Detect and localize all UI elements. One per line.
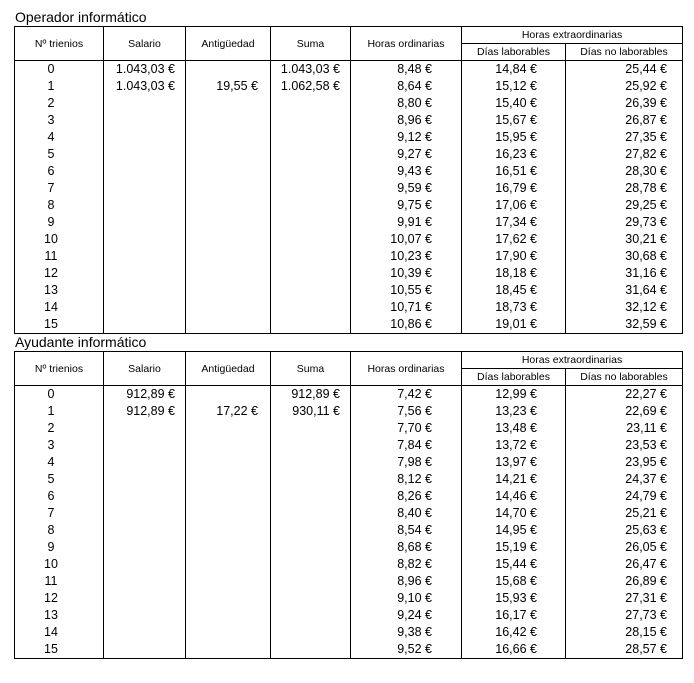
- cell-horas-ordinarias: 8,96 €: [351, 112, 462, 129]
- cell-dias-laborables: 18,45 €: [462, 282, 566, 299]
- table-row: [15, 197, 683, 214]
- cell-dias-no-laborables: 24,37 €: [566, 471, 683, 488]
- cell-trienios: 2: [15, 95, 104, 112]
- cell-suma: [271, 437, 351, 454]
- header-trienios: Nº trienios: [15, 27, 104, 61]
- table-row: [15, 522, 683, 539]
- table-body: [15, 386, 683, 659]
- cell-suma: [271, 248, 351, 265]
- cell-trienios: 1: [15, 78, 104, 95]
- cell-antiguedad: [186, 316, 271, 334]
- cell-dias-no-laborables: 28,78 €: [566, 180, 683, 197]
- cell-trienios: 6: [15, 488, 104, 505]
- cell-dias-no-laborables: 31,16 €: [566, 265, 683, 282]
- cell-antiguedad: 19,55 €: [186, 78, 271, 95]
- cell-horas-ordinarias: 8,26 €: [351, 488, 462, 505]
- cell-trienios: 10: [15, 231, 104, 248]
- cell-suma: [271, 607, 351, 624]
- cell-dias-laborables: 14,84 €: [462, 61, 566, 79]
- cell-horas-ordinarias: 9,12 €: [351, 129, 462, 146]
- cell-antiguedad: [186, 488, 271, 505]
- cell-dias-no-laborables: 26,39 €: [566, 95, 683, 112]
- cell-horas-ordinarias: 7,98 €: [351, 454, 462, 471]
- cell-salario: [104, 265, 186, 282]
- table-row: [15, 471, 683, 488]
- cell-salario: [104, 471, 186, 488]
- cell-horas-ordinarias: 9,75 €: [351, 197, 462, 214]
- cell-dias-laborables: 19,01 €: [462, 316, 566, 334]
- cell-suma: [271, 454, 351, 471]
- cell-antiguedad: [186, 95, 271, 112]
- cell-suma: [271, 556, 351, 573]
- cell-dias-no-laborables: 26,05 €: [566, 539, 683, 556]
- header-trienios: Nº trienios: [15, 352, 104, 386]
- table-row: [15, 488, 683, 505]
- cell-suma: [271, 265, 351, 282]
- cell-trienios: 1: [15, 403, 104, 420]
- cell-dias-laborables: 15,40 €: [462, 95, 566, 112]
- cell-dias-laborables: 16,51 €: [462, 163, 566, 180]
- cell-trienios: 7: [15, 180, 104, 197]
- cell-suma: [271, 539, 351, 556]
- cell-horas-ordinarias: 9,52 €: [351, 641, 462, 659]
- cell-trienios: 10: [15, 556, 104, 573]
- cell-dias-laborables: 13,48 €: [462, 420, 566, 437]
- cell-salario: [104, 437, 186, 454]
- cell-antiguedad: [186, 146, 271, 163]
- cell-dias-no-laborables: 23,11 €: [566, 420, 683, 437]
- cell-suma: [271, 471, 351, 488]
- cell-dias-no-laborables: 28,30 €: [566, 163, 683, 180]
- cell-salario: [104, 163, 186, 180]
- cell-suma: 930,11 €: [271, 403, 351, 420]
- cell-salario: 1.043,03 €: [104, 78, 186, 95]
- cell-trienios: 11: [15, 248, 104, 265]
- header-horas-ordinarias: Horas ordinarias: [351, 352, 462, 386]
- cell-dias-laborables: 15,67 €: [462, 112, 566, 129]
- cell-antiguedad: [186, 624, 271, 641]
- cell-salario: [104, 539, 186, 556]
- cell-horas-ordinarias: 8,82 €: [351, 556, 462, 573]
- table-row: [15, 248, 683, 265]
- cell-suma: [271, 590, 351, 607]
- cell-trienios: 8: [15, 197, 104, 214]
- cell-horas-ordinarias: 7,42 €: [351, 386, 462, 404]
- cell-salario: 912,89 €: [104, 386, 186, 404]
- cell-dias-laborables: 17,34 €: [462, 214, 566, 231]
- salary-table: [14, 351, 683, 659]
- cell-horas-ordinarias: 10,23 €: [351, 248, 462, 265]
- cell-dias-no-laborables: 27,73 €: [566, 607, 683, 624]
- cell-dias-laborables: 14,70 €: [462, 505, 566, 522]
- cell-suma: [271, 197, 351, 214]
- cell-horas-ordinarias: 9,27 €: [351, 146, 462, 163]
- cell-salario: [104, 197, 186, 214]
- cell-dias-no-laborables: 28,15 €: [566, 624, 683, 641]
- cell-dias-laborables: 16,23 €: [462, 146, 566, 163]
- table-row: [15, 590, 683, 607]
- cell-antiguedad: [186, 522, 271, 539]
- cell-salario: [104, 214, 186, 231]
- cell-salario: [104, 454, 186, 471]
- table-row: [15, 505, 683, 522]
- cell-trienios: 11: [15, 573, 104, 590]
- cell-dias-laborables: 17,62 €: [462, 231, 566, 248]
- cell-dias-laborables: 16,79 €: [462, 180, 566, 197]
- cell-suma: [271, 316, 351, 334]
- cell-dias-no-laborables: 25,21 €: [566, 505, 683, 522]
- cell-suma: [271, 282, 351, 299]
- cell-trienios: 4: [15, 454, 104, 471]
- table-row: [15, 180, 683, 197]
- cell-dias-laborables: 15,95 €: [462, 129, 566, 146]
- table-row: [15, 556, 683, 573]
- cell-antiguedad: [186, 437, 271, 454]
- cell-horas-ordinarias: 9,91 €: [351, 214, 462, 231]
- table-row: [15, 282, 683, 299]
- header-dias-laborables: Días laborables: [462, 44, 566, 61]
- header-dias-no-laborables: Días no laborables: [566, 369, 683, 386]
- cell-dias-laborables: 14,95 €: [462, 522, 566, 539]
- table-row: [15, 146, 683, 163]
- cell-salario: [104, 112, 186, 129]
- cell-dias-laborables: 12,99 €: [462, 386, 566, 404]
- cell-horas-ordinarias: 10,07 €: [351, 231, 462, 248]
- cell-salario: [104, 556, 186, 573]
- cell-horas-ordinarias: 8,48 €: [351, 61, 462, 79]
- cell-trienios: 12: [15, 265, 104, 282]
- cell-antiguedad: [186, 197, 271, 214]
- table-row: [15, 316, 683, 334]
- cell-dias-no-laborables: 23,95 €: [566, 454, 683, 471]
- cell-salario: [104, 607, 186, 624]
- salary-table: [14, 26, 683, 334]
- cell-dias-laborables: 14,21 €: [462, 471, 566, 488]
- section-ayudante: [14, 334, 682, 659]
- cell-trienios: 15: [15, 641, 104, 659]
- cell-dias-no-laborables: 29,73 €: [566, 214, 683, 231]
- cell-dias-no-laborables: 22,69 €: [566, 403, 683, 420]
- cell-dias-no-laborables: 29,25 €: [566, 197, 683, 214]
- cell-dias-no-laborables: 31,64 €: [566, 282, 683, 299]
- cell-suma: [271, 624, 351, 641]
- cell-dias-no-laborables: 22,27 €: [566, 386, 683, 404]
- cell-dias-laborables: 18,73 €: [462, 299, 566, 316]
- cell-trienios: 9: [15, 539, 104, 556]
- table-row: [15, 214, 683, 231]
- cell-dias-laborables: 17,06 €: [462, 197, 566, 214]
- table-row: [15, 420, 683, 437]
- table-row: [15, 641, 683, 659]
- cell-trienios: 13: [15, 282, 104, 299]
- cell-antiguedad: 17,22 €: [186, 403, 271, 420]
- table-row: [15, 231, 683, 248]
- cell-salario: [104, 248, 186, 265]
- cell-salario: [104, 282, 186, 299]
- cell-horas-ordinarias: 8,96 €: [351, 573, 462, 590]
- cell-salario: [104, 146, 186, 163]
- table-row: [15, 607, 683, 624]
- cell-horas-ordinarias: 9,59 €: [351, 180, 462, 197]
- cell-trienios: 5: [15, 471, 104, 488]
- cell-salario: [104, 641, 186, 659]
- cell-salario: 912,89 €: [104, 403, 186, 420]
- cell-trienios: 2: [15, 420, 104, 437]
- cell-dias-laborables: 18,18 €: [462, 265, 566, 282]
- cell-antiguedad: [186, 248, 271, 265]
- cell-horas-ordinarias: 9,38 €: [351, 624, 462, 641]
- cell-antiguedad: [186, 454, 271, 471]
- cell-horas-ordinarias: 10,71 €: [351, 299, 462, 316]
- cell-antiguedad: [186, 539, 271, 556]
- cell-salario: [104, 180, 186, 197]
- cell-suma: [271, 146, 351, 163]
- cell-antiguedad: [186, 556, 271, 573]
- cell-antiguedad: [186, 214, 271, 231]
- cell-dias-laborables: 15,93 €: [462, 590, 566, 607]
- cell-horas-ordinarias: 8,12 €: [351, 471, 462, 488]
- cell-dias-laborables: 13,23 €: [462, 403, 566, 420]
- cell-antiguedad: [186, 420, 271, 437]
- header-horas-ordinarias: Horas ordinarias: [351, 27, 462, 61]
- cell-antiguedad: [186, 231, 271, 248]
- cell-trienios: 15: [15, 316, 104, 334]
- cell-horas-ordinarias: 10,55 €: [351, 282, 462, 299]
- table-row: [15, 163, 683, 180]
- cell-dias-no-laborables: 25,44 €: [566, 61, 683, 79]
- cell-suma: [271, 522, 351, 539]
- cell-trienios: 9: [15, 214, 104, 231]
- cell-dias-laborables: 14,46 €: [462, 488, 566, 505]
- table-row: [15, 454, 683, 471]
- cell-salario: [104, 231, 186, 248]
- cell-trienios: 14: [15, 624, 104, 641]
- cell-dias-laborables: 15,44 €: [462, 556, 566, 573]
- cell-dias-no-laborables: 28,57 €: [566, 641, 683, 659]
- cell-dias-no-laborables: 32,59 €: [566, 316, 683, 334]
- table-header: [15, 27, 683, 61]
- cell-salario: [104, 299, 186, 316]
- cell-trienios: 14: [15, 299, 104, 316]
- cell-dias-no-laborables: 30,21 €: [566, 231, 683, 248]
- cell-suma: [271, 214, 351, 231]
- cell-dias-laborables: 16,17 €: [462, 607, 566, 624]
- cell-dias-laborables: 13,97 €: [462, 454, 566, 471]
- table-row: [15, 624, 683, 641]
- cell-suma: [271, 180, 351, 197]
- table-row: [15, 403, 683, 420]
- cell-trienios: 3: [15, 437, 104, 454]
- cell-trienios: 13: [15, 607, 104, 624]
- table-row: [15, 265, 683, 282]
- cell-antiguedad: [186, 299, 271, 316]
- table-row: [15, 129, 683, 146]
- table-row: [15, 299, 683, 316]
- cell-salario: [104, 129, 186, 146]
- cell-antiguedad: [186, 129, 271, 146]
- cell-horas-ordinarias: 7,56 €: [351, 403, 462, 420]
- cell-antiguedad: [186, 163, 271, 180]
- header-antiguedad: Antigüedad: [186, 27, 271, 61]
- table-row: [15, 573, 683, 590]
- cell-horas-ordinarias: 8,40 €: [351, 505, 462, 522]
- cell-trienios: 0: [15, 61, 104, 79]
- section-title: Ayudante informático: [15, 334, 147, 350]
- cell-dias-laborables: 15,12 €: [462, 78, 566, 95]
- cell-dias-no-laborables: 25,92 €: [566, 78, 683, 95]
- cell-antiguedad: [186, 112, 271, 129]
- cell-dias-laborables: 15,68 €: [462, 573, 566, 590]
- cell-dias-laborables: 16,66 €: [462, 641, 566, 659]
- table-row: [15, 61, 683, 79]
- cell-salario: [104, 590, 186, 607]
- cell-salario: [104, 573, 186, 590]
- cell-horas-ordinarias: 10,39 €: [351, 265, 462, 282]
- cell-trienios: 6: [15, 163, 104, 180]
- cell-dias-laborables: 16,42 €: [462, 624, 566, 641]
- cell-salario: [104, 420, 186, 437]
- header-dias-laborables: Días laborables: [462, 369, 566, 386]
- table-body: [15, 61, 683, 334]
- cell-antiguedad: [186, 471, 271, 488]
- cell-dias-no-laborables: 30,68 €: [566, 248, 683, 265]
- table-row: [15, 539, 683, 556]
- cell-suma: [271, 641, 351, 659]
- cell-trienios: 3: [15, 112, 104, 129]
- cell-suma: [271, 573, 351, 590]
- cell-salario: [104, 522, 186, 539]
- header-salario: Salario: [104, 27, 186, 61]
- cell-dias-no-laborables: 26,87 €: [566, 112, 683, 129]
- header-horas-extraordinarias: Horas extraordinarias: [462, 27, 683, 44]
- cell-horas-ordinarias: 8,54 €: [351, 522, 462, 539]
- cell-dias-laborables: 17,90 €: [462, 248, 566, 265]
- section-operador: [14, 9, 682, 334]
- cell-antiguedad: [186, 607, 271, 624]
- header-dias-no-laborables: Días no laborables: [566, 44, 683, 61]
- cell-antiguedad: [186, 505, 271, 522]
- cell-trienios: 8: [15, 522, 104, 539]
- header-suma: Suma: [271, 27, 351, 61]
- cell-suma: [271, 163, 351, 180]
- cell-dias-no-laborables: 23,53 €: [566, 437, 683, 454]
- cell-salario: 1.043,03 €: [104, 61, 186, 79]
- cell-salario: [104, 505, 186, 522]
- header-suma: Suma: [271, 352, 351, 386]
- table-header: [15, 352, 683, 386]
- cell-dias-no-laborables: 25,63 €: [566, 522, 683, 539]
- table-row: [15, 95, 683, 112]
- cell-salario: [104, 624, 186, 641]
- cell-antiguedad: [186, 641, 271, 659]
- cell-dias-no-laborables: 24,79 €: [566, 488, 683, 505]
- cell-suma: [271, 95, 351, 112]
- cell-dias-laborables: 15,19 €: [462, 539, 566, 556]
- cell-suma: [271, 112, 351, 129]
- cell-dias-no-laborables: 27,82 €: [566, 146, 683, 163]
- section-title: Operador informático: [15, 9, 147, 25]
- cell-suma: [271, 420, 351, 437]
- table-row: [15, 437, 683, 454]
- cell-suma: [271, 299, 351, 316]
- cell-horas-ordinarias: 7,84 €: [351, 437, 462, 454]
- table-row: [15, 112, 683, 129]
- cell-horas-ordinarias: 9,24 €: [351, 607, 462, 624]
- cell-trienios: 0: [15, 386, 104, 404]
- cell-suma: [271, 505, 351, 522]
- cell-horas-ordinarias: 7,70 €: [351, 420, 462, 437]
- cell-trienios: 12: [15, 590, 104, 607]
- cell-horas-ordinarias: 9,10 €: [351, 590, 462, 607]
- cell-antiguedad: [186, 590, 271, 607]
- header-salario: Salario: [104, 352, 186, 386]
- cell-antiguedad: [186, 573, 271, 590]
- cell-trienios: 5: [15, 146, 104, 163]
- header-horas-extraordinarias: Horas extraordinarias: [462, 352, 683, 369]
- cell-horas-ordinarias: 10,86 €: [351, 316, 462, 334]
- cell-antiguedad: [186, 265, 271, 282]
- cell-suma: [271, 231, 351, 248]
- cell-suma: [271, 129, 351, 146]
- cell-dias-no-laborables: 27,31 €: [566, 590, 683, 607]
- cell-horas-ordinarias: 8,80 €: [351, 95, 462, 112]
- header-antiguedad: Antigüedad: [186, 352, 271, 386]
- cell-antiguedad: [186, 180, 271, 197]
- table-row: [15, 386, 683, 404]
- cell-dias-no-laborables: 32,12 €: [566, 299, 683, 316]
- cell-trienios: 4: [15, 129, 104, 146]
- cell-salario: [104, 488, 186, 505]
- cell-antiguedad: [186, 386, 271, 404]
- cell-antiguedad: [186, 61, 271, 79]
- table-row: [15, 78, 683, 95]
- cell-horas-ordinarias: 8,68 €: [351, 539, 462, 556]
- cell-suma: 1.062,58 €: [271, 78, 351, 95]
- cell-dias-no-laborables: 26,47 €: [566, 556, 683, 573]
- cell-dias-no-laborables: 27,35 €: [566, 129, 683, 146]
- cell-salario: [104, 316, 186, 334]
- cell-trienios: 7: [15, 505, 104, 522]
- cell-salario: [104, 95, 186, 112]
- cell-dias-no-laborables: 26,89 €: [566, 573, 683, 590]
- cell-horas-ordinarias: 9,43 €: [351, 163, 462, 180]
- cell-suma: 912,89 €: [271, 386, 351, 404]
- cell-antiguedad: [186, 282, 271, 299]
- cell-horas-ordinarias: 8,64 €: [351, 78, 462, 95]
- cell-suma: 1.043,03 €: [271, 61, 351, 79]
- cell-suma: [271, 488, 351, 505]
- cell-dias-laborables: 13,72 €: [462, 437, 566, 454]
